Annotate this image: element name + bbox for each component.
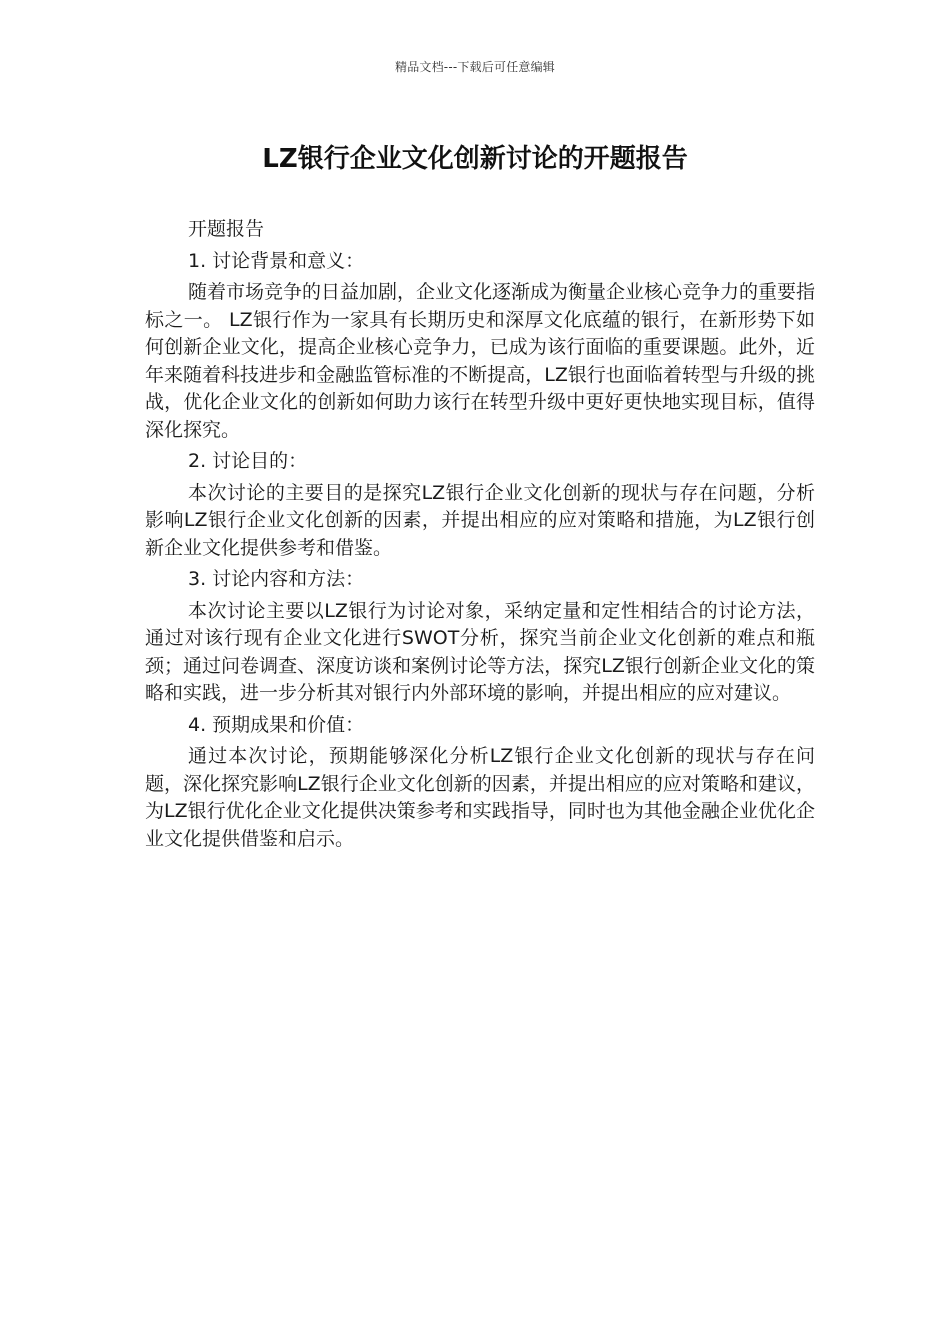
document-body	[145, 216, 815, 857]
section-heading-background: 1. 讨论背景和意义：	[188, 249, 365, 272]
page-header-note: 精品文档---下载后可任意编辑	[395, 60, 555, 74]
section-heading-content-method: 3. 讨论内容和方法：	[188, 568, 365, 590]
section-text-background: 随着市场竞争的日益加剧，企业文化逐渐成为衡量企业核心竞争力的重要指标之一。 LZ银行作为一家具有长期历史和深厚文化底蕴的银行，在新形势下如何创新企业文化，提高企业核心竞争力，已成为该行面临的重要课题。此外，近年来随着科技进步和金融监管标准的不断提高，LZ银行也面临着转型与升级的挑战，优化企业文化的创新如何助力该行在转型升级中更好更快地实现目标，值得深化探究。	[145, 281, 816, 441]
section-text-purpose: 本次讨论的主要目的是探究LZ银行企业文化创新的现状与存在问题，分析影响LZ银行企业文化创新的因素，并提出相应的应对策略和措施，为LZ银行创新企业文化提供参考和借鉴。	[145, 481, 815, 559]
section-heading-expected-results: 4. 预期成果和价值：	[188, 713, 365, 736]
section-text-content-method: 本次讨论主要以LZ银行为讨论对象，采纳定量和定性相结合的讨论方法，通过对该行现有企业文化进行SWOT分析，探究当前企业文化创新的难点和瓶颈；通过问卷调查、深度访谈和案例讨论等方法，探究LZ银行创新企业文化的策略和实践，进一步分析其对银行内外部环境的影响，并提出相应的应对建议。	[145, 599, 815, 704]
document-subtitle: 开题报告	[188, 218, 265, 240]
document-title: LZ银行企业文化创新讨论的开题报告	[262, 144, 688, 174]
section-text-expected-results: 通过本次讨论，预期能够深化分析LZ银行企业文化创新的现状与存在问题，深化探究影响LZ银行企业文化创新的因素，并提出相应的应对策略和建议，为LZ银行优化企业文化提供决策参考和实践指导，同时也为其他金融企业优化企业文化提供借鉴和启示。	[145, 745, 815, 850]
section-heading-purpose: 2. 讨论目的：	[188, 450, 308, 472]
